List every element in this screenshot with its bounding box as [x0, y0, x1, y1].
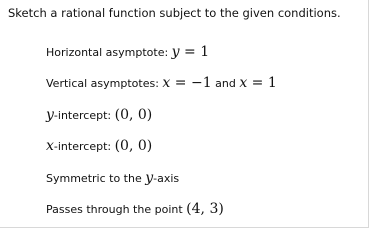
condition-x-intercept [46, 138, 152, 155]
condition-label: Horizontal asymptote: [46, 46, 169, 59]
condition-label: Symmetric to the [46, 172, 142, 185]
conjunction: and [215, 77, 236, 90]
math-variable: x [46, 138, 54, 154]
math-equation: = 1 [179, 44, 210, 60]
math-variable: x [162, 75, 171, 91]
math-point: (4, 3) [186, 201, 224, 217]
condition-passes-through [46, 201, 224, 218]
condition-suffix: -axis [153, 172, 180, 185]
math-variable: x [239, 75, 248, 91]
math-equation: = 1 [247, 75, 277, 91]
question-prompt: Sketch a rational function subject to the given conditions. [8, 6, 341, 20]
math-variable: y [171, 44, 180, 60]
math-variable: y [46, 107, 54, 123]
math-point: (0, 0) [114, 107, 153, 123]
math-variable: y [145, 170, 154, 186]
condition-label: Vertical asymptotes: [46, 77, 159, 90]
condition-label: Passes through the point [46, 203, 183, 216]
condition-y-intercept [46, 107, 152, 124]
condition-horizontal-asymptote [46, 44, 209, 61]
condition-symmetry [46, 170, 179, 187]
condition-label: -intercept: [53, 109, 112, 122]
condition-vertical-asymptotes [46, 75, 277, 92]
condition-label: -intercept: [53, 140, 112, 153]
math-point: (0, 0) [114, 138, 153, 154]
math-equation: = −1 [170, 75, 212, 91]
